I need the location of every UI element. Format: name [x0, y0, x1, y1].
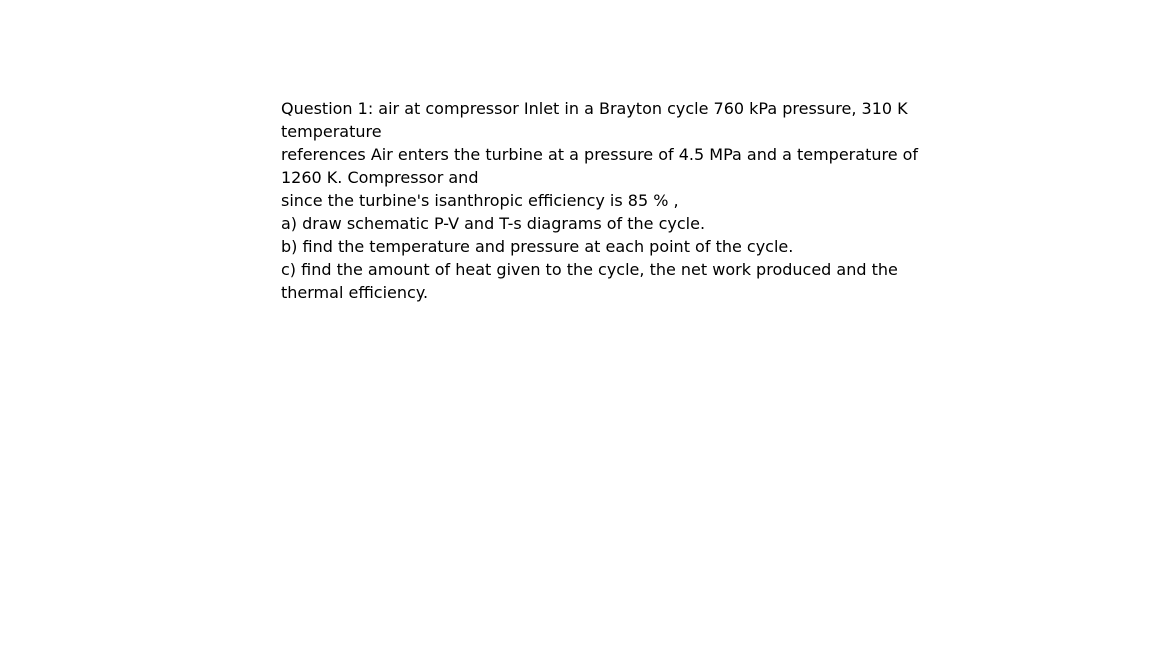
- part-c-line-2: thermal efficiency.: [281, 283, 429, 302]
- part-a-line: a) draw schematic P-V and T-s diagrams of the cycle.: [281, 214, 706, 233]
- question-line-2: temperature: [281, 122, 382, 141]
- question-line-4: 1260 K. Compressor and: [281, 168, 479, 187]
- question-line-3: references Air enters the turbine at a pressure of 4.5 MPa and a temperature of: [281, 145, 919, 164]
- question-line-5: since the turbine's isanthropic efficiency is 85 % ,: [281, 191, 679, 210]
- question-line-1: Question 1: air at compressor Inlet in a Brayton cycle 760 kPa pressure, 310 K: [281, 99, 908, 118]
- part-b-line: b) find the temperature and pressure at each point of the cycle.: [281, 237, 794, 256]
- question-text-block: [281, 97, 921, 304]
- part-c-line-1: c) find the amount of heat given to the cycle, the net work produced and the: [281, 260, 898, 279]
